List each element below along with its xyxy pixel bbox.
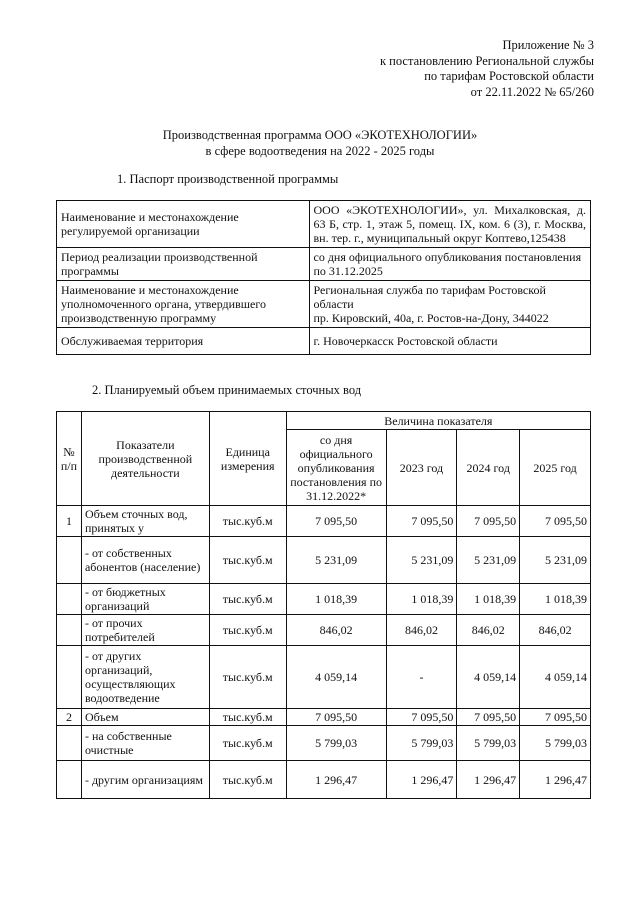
cell-num [57,584,82,615]
cell-value: 1 296,47 [286,761,386,799]
table-row [57,248,591,281]
title-line: в сфере водоотведения на 2022 - 2025 годы [205,143,435,158]
cell-value: 1 296,47 [520,761,591,799]
table-row [57,506,591,537]
cell-value: 7 095,50 [286,709,386,726]
cell-value: 7 095,50 [286,506,386,537]
table-row [57,201,591,248]
cell-unit: тыс.куб.м [209,646,286,709]
appendix-line: от 22.11.2022 № 65/260 [470,84,594,99]
cell-value: 5 799,03 [520,726,591,761]
volume-table [56,411,591,799]
cell-value: 1 296,47 [457,761,520,799]
cell-value: 5 799,03 [457,726,520,761]
cell-value: 7 095,50 [457,506,520,537]
table-row [57,281,591,328]
cell-value: 1 018,39 [520,584,591,615]
cell-name: - другим организациям [81,761,209,799]
passport-label: Наименование и местонахождение уполномоченного органа, утвердившего производственную программу [57,281,310,328]
cell-value: 846,02 [386,615,457,646]
cell-num [57,761,82,799]
table-row [57,615,591,646]
cell-value: 7 095,50 [457,709,520,726]
cell-value: 5 799,03 [286,726,386,761]
cell-num [57,615,82,646]
cell-value: 4 059,14 [457,646,520,709]
section-heading-passport: 1. Паспорт производственной программы [117,172,339,186]
cell-value: 846,02 [520,615,591,646]
passport-table [56,200,591,355]
cell-num: 1 [57,506,82,537]
header-col-2025: 2025 год [520,430,591,506]
table-row [57,646,591,709]
document-title [0,128,640,159]
table-row [57,584,591,615]
header-num: № п/п [57,412,82,506]
header-col-2023: 2023 год [386,430,457,506]
cell-value: 5 799,03 [386,726,457,761]
passport-value: со дня официального опубликования постановления по 31.12.2025 [309,248,591,281]
cell-value: 4 059,14 [286,646,386,709]
cell-value: - [386,646,457,709]
cell-name: - от собственных абонентов (население) [81,537,209,584]
cell-value: 7 095,50 [386,709,457,726]
cell-name: - от бюджетных организаций [81,584,209,615]
cell-value: 4 059,14 [520,646,591,709]
cell-name: - на собственные очистные [81,726,209,761]
appendix-line: по тарифам Ростовской области [424,69,594,83]
cell-value: 1 018,39 [457,584,520,615]
cell-value: 5 231,09 [286,537,386,584]
passport-label: Наименование и местонахождение регулируемой организации [57,201,310,248]
header-col-2024: 2024 год [457,430,520,506]
cell-value: 5 231,09 [386,537,457,584]
cell-value: 1 296,47 [386,761,457,799]
cell-value: 5 231,09 [520,537,591,584]
cell-num [57,726,82,761]
table-row [57,709,591,726]
appendix-block [380,38,594,100]
cell-name: Объем [81,709,209,726]
cell-unit: тыс.куб.м [209,506,286,537]
cell-unit: тыс.куб.м [209,615,286,646]
cell-unit: тыс.куб.м [209,726,286,761]
appendix-line: Приложение № 3 [502,38,594,52]
title-line: Производственная программа ООО «ЭКОТЕХНОЛОГИИ» [162,128,478,142]
table-row [57,328,591,355]
table-row [57,761,591,799]
cell-name: - от других организаций, осуществляющих водоотведение [81,646,209,709]
cell-num [57,537,82,584]
cell-value: 1 018,39 [386,584,457,615]
header-indicators: Показатели производственной деятельности [81,412,209,506]
cell-value: 846,02 [457,615,520,646]
passport-label: Период реализации производственной программы [57,248,310,281]
table-header-row [57,412,591,430]
cell-name: - от прочих потребителей [81,615,209,646]
cell-num: 2 [57,709,82,726]
cell-value: 1 018,39 [286,584,386,615]
header-value-group: Величина показателя [286,412,590,430]
cell-value: 5 231,09 [457,537,520,584]
passport-label: Обслуживаемая территория [57,328,310,355]
cell-num [57,646,82,709]
cell-unit: тыс.куб.м [209,761,286,799]
cell-unit: тыс.куб.м [209,584,286,615]
header-unit: Единица измерения [209,412,286,506]
cell-value: 7 095,50 [520,506,591,537]
passport-value-line: пр. Кировский, 40а, г. Ростов-на-Дону, 344022 [313,311,549,325]
cell-name: Объем сточных вод, принятых у [81,506,209,537]
table-row [57,537,591,584]
appendix-line: к постановлению Региональной службы [379,53,594,68]
cell-value: 7 095,50 [386,506,457,537]
section-heading-volume: 2. Планируемый объем принимаемых сточных вод [92,383,362,397]
cell-value: 846,02 [286,615,386,646]
table-row [57,726,591,761]
passport-value [309,281,591,328]
header-col-initial: со дня официального опубликования постановления по 31.12.2022* [286,430,386,506]
passport-value: ООО «ЭКОТЕХНОЛОГИИ», ул. Михалковская, д. 63 Б, стр. 1, этаж 5, помещ. IX, ком. 6 (3), г. Москва, вн. тер. г., муниципальный округ Коптево,125438 [309,201,591,248]
passport-value: г. Новочеркасск Ростовской области [309,328,591,355]
passport-value-line: Региональная служба по тарифам Ростовской области [313,283,546,311]
cell-unit: тыс.куб.м [209,709,286,726]
cell-unit: тыс.куб.м [209,537,286,584]
cell-value: 7 095,50 [520,709,591,726]
